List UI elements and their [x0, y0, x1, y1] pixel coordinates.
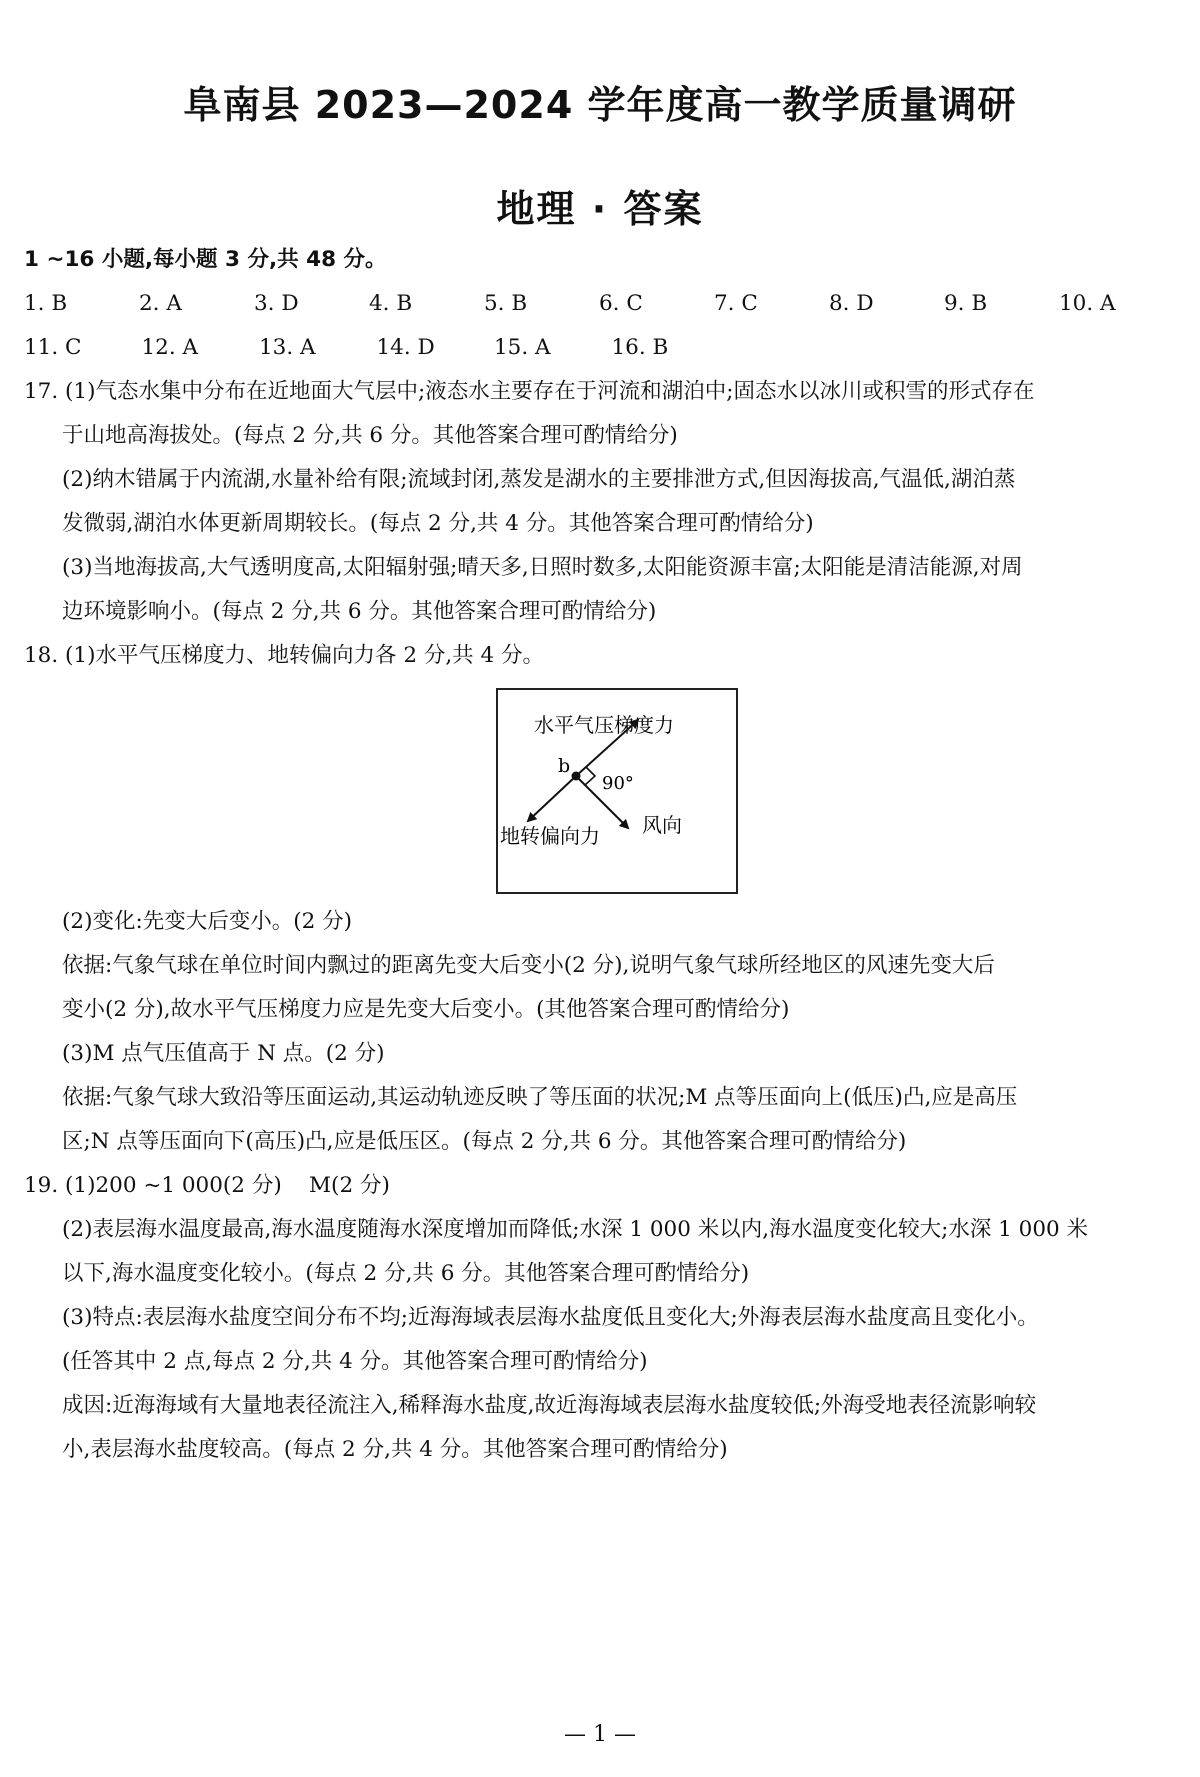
- choice-answer: 8. D: [829, 291, 874, 316]
- q19-part2-line1: (2)表层海水温度最高,海水温度随海水深度增加而降低;水深 1 000 米以内,海水温度变化较大;水深 1 000 米: [62, 1217, 1089, 1242]
- choice-answer: 2. A: [139, 291, 182, 316]
- q19-part3-cause-line2: 小,表层海水盐度较高。(每点 2 分,共 4 分。其他答案合理可酌情给分): [62, 1437, 728, 1462]
- choice-answer: 11. C: [24, 335, 82, 360]
- choice-answer: 10. A: [1059, 291, 1116, 316]
- choice-answer: 9. B: [944, 291, 988, 316]
- angle-label: 90°: [602, 773, 634, 794]
- q17-part3-line2: 边环境影响小。(每点 2 分,共 6 分。其他答案合理可酌情给分): [62, 599, 657, 624]
- choice-intro: 1 ~16 小题,每小题 3 分,共 48 分。: [24, 247, 387, 272]
- q18-part1: 18. (1)水平气压梯度力、地转偏向力各 2 分,共 4 分。: [24, 643, 545, 668]
- choice-answers-row-1: [24, 282, 1174, 326]
- q17-part1-line1: 17. (1)气态水集中分布在近地面大气层中;液态水主要存在于河流和湖泊中;固态水以冰川或积雪的形式存在: [24, 379, 1035, 404]
- choice-answer: 5. B: [484, 291, 528, 316]
- point-b-label: b: [558, 755, 571, 777]
- wind-direction-label: 风向: [642, 813, 682, 837]
- q18-part2-basis-line2: 变小(2 分),故水平气压梯度力应是先变大后变小。(其他答案合理可酌情给分): [62, 997, 790, 1022]
- force-arrows-figure: [498, 690, 736, 892]
- pgf-label: 水平气压梯度力: [534, 713, 674, 737]
- point-b-dot: [572, 772, 581, 781]
- coriolis-arrow: [528, 776, 576, 821]
- choice-answer: 13. A: [259, 335, 316, 360]
- choice-answer: 16. B: [611, 335, 669, 360]
- choice-answer: 12. A: [141, 335, 199, 360]
- q17-part1-line2: 于山地高海拔处。(每点 2 分,共 6 分。其他答案合理可酌情给分): [62, 423, 678, 448]
- q18-part3-basis-line1: 依据:气象气球大致沿等压面运动,其运动轨迹反映了等压面的状况;M 点等压面向上(低压)凸,应是高压: [62, 1085, 1018, 1110]
- choice-answer: 14. D: [376, 335, 435, 360]
- q19-part3-cause-line1: 成因:近海海域有大量地表径流注入,稀释海水盐度,故近海海域表层海水盐度较低;外海受地表径流影响较: [62, 1393, 1037, 1418]
- q19-part3-line2: (任答其中 2 点,每点 2 分,共 4 分。其他答案合理可酌情给分): [62, 1349, 648, 1374]
- right-angle-mark: [585, 767, 595, 785]
- page-number: — 1 —: [564, 1722, 636, 1747]
- q19-part3-line1: (3)特点:表层海水盐度空间分布不均;近海海域表层海水盐度低且变化大;外海表层海水盐度高且变化小。: [62, 1305, 1039, 1330]
- choice-answer: 7. C: [714, 291, 758, 316]
- choice-answers-row-2: [24, 326, 1174, 370]
- page-subtitle: 地理 · 答案: [496, 187, 704, 231]
- wind-force-diagram: [496, 688, 738, 894]
- q18-part3: (3)M 点气压值高于 N 点。(2 分): [62, 1041, 385, 1066]
- q19-part2-line2: 以下,海水温度变化较小。(每点 2 分,共 6 分。其他答案合理可酌情给分): [62, 1261, 750, 1286]
- q18-part2-basis-line1: 依据:气象气球在单位时间内飘过的距离先变大后变小(2 分),说明气象气球所经地区的风速先变大后: [62, 953, 995, 978]
- choice-answer: 6. C: [599, 291, 643, 316]
- q17-part3-line1: (3)当地海拔高,大气透明度高,太阳辐射强;晴天多,日照时数多,太阳能资源丰富;太阳能是清洁能源,对周: [62, 555, 1023, 580]
- q19-part1: 19. (1)200 ~1 000(2 分) M(2 分): [24, 1173, 390, 1198]
- q18-part2: (2)变化:先变大后变小。(2 分): [62, 909, 352, 934]
- q17-part2-line1: (2)纳木错属于内流湖,水量补给有限;流域封闭,蒸发是湖水的主要排泄方式,但因海拔高,气温低,湖泊蒸: [62, 467, 1016, 492]
- choice-answer: 15. A: [494, 335, 551, 360]
- answer-content: [24, 238, 1174, 1472]
- choice-answer: 3. D: [254, 291, 299, 316]
- choice-answer: 4. B: [369, 291, 413, 316]
- page-title: 阜南县 2023—2024 学年度高一教学质量调研: [183, 83, 1017, 127]
- choice-answer: 1. B: [24, 291, 68, 316]
- q17-part2-line2: 发微弱,湖泊水体更新周期较长。(每点 2 分,共 4 分。其他答案合理可酌情给分): [62, 511, 814, 536]
- coriolis-label: 地转偏向力: [500, 824, 600, 848]
- q18-part3-basis-line2: 区;N 点等压面向下(高压)凸,应是低压区。(每点 2 分,共 6 分。其他答案合理可酌情给分): [62, 1129, 907, 1154]
